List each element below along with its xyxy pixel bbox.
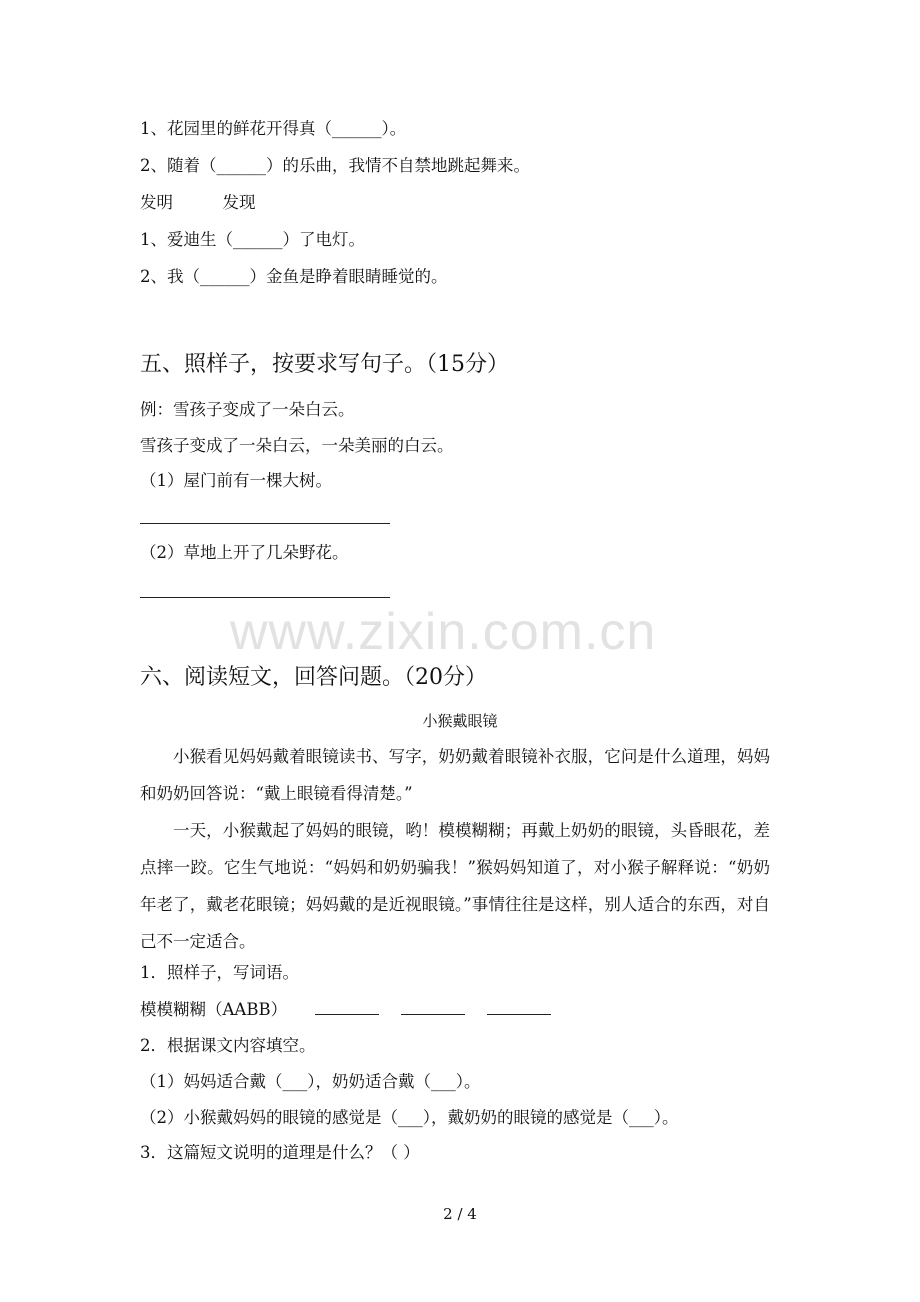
question-2-item-1: （1）妈妈适合戴（___），奶奶适合戴（___）。 bbox=[140, 1072, 481, 1091]
word-blank-1[interactable] bbox=[315, 998, 379, 1015]
fill-blank-line-3: 1、爱迪生（______）了电灯。 bbox=[140, 230, 365, 249]
answer-line-2[interactable] bbox=[140, 597, 390, 598]
watermark: www.zixin.com.cn bbox=[230, 603, 657, 661]
question-1-example: 模模糊糊（AABB） bbox=[140, 1000, 288, 1019]
section-5-heading: 五、照样子，按要求写句子。（15分） bbox=[140, 352, 509, 377]
story-paragraph-1: 小猴看见妈妈戴着眼镜读书、写字，奶奶戴着眼镜补衣服，它问是什么道理，妈妈和奶奶回答说：“戴上眼镜看得清楚。” bbox=[140, 747, 770, 803]
fill-blank-line-2: 2、随着（______）的乐曲，我情不自禁地跳起舞来。 bbox=[140, 156, 530, 175]
story-title: 小猴戴眼镜 bbox=[422, 712, 498, 730]
section-5-item-1: （1）屋门前有一棵大树。 bbox=[140, 471, 332, 490]
question-1-example-row bbox=[140, 998, 559, 1021]
section-5-item-2: （2）草地上开了几朵野花。 bbox=[140, 543, 349, 562]
question-3: 3．这篇短文说明的道理是什么？（ ） bbox=[140, 1143, 420, 1162]
example-expanded-sentence: 雪孩子变成了一朵白云，一朵美丽的白云。 bbox=[140, 436, 454, 455]
answer-line-1[interactable] bbox=[140, 523, 390, 524]
word-blank-3[interactable] bbox=[487, 998, 551, 1015]
word-choice-line: 发明 发现 bbox=[140, 193, 256, 212]
fill-blank-line-4: 2、我（______）金鱼是睁着眼睛睡觉的。 bbox=[140, 267, 448, 286]
fill-blank-line-1: 1、花园里的鲜花开得真（______）。 bbox=[140, 119, 407, 138]
page-number: 2 / 4 bbox=[443, 1205, 477, 1223]
question-2: 2．根据课文内容填空。 bbox=[140, 1036, 316, 1055]
story-paragraph-2: 一天，小猴戴起了妈妈的眼镜，哟！模模糊糊；再戴上奶奶的眼镜，头昏眼花，差点摔一跤。它生气地说：“妈妈和奶奶骗我！”猴妈妈知道了，对小猴子解释说：“奶奶年老了，戴老花眼镜；妈妈戴的是近视眼镜。”事情往往是这样，别人适合的东西，对自己不一定适合。 bbox=[140, 821, 770, 951]
section-6-heading: 六、阅读短文，回答问题。（20分） bbox=[140, 665, 487, 690]
word-blank-2[interactable] bbox=[401, 998, 465, 1015]
question-2-item-2: （2）小猴戴妈妈的眼镜的感觉是（___），戴奶奶的眼镜的感觉是（___）。 bbox=[140, 1108, 679, 1127]
question-1: 1．照样子，写词语。 bbox=[140, 963, 299, 982]
example-sentence: 例：雪孩子变成了一朵白云。 bbox=[140, 400, 355, 419]
